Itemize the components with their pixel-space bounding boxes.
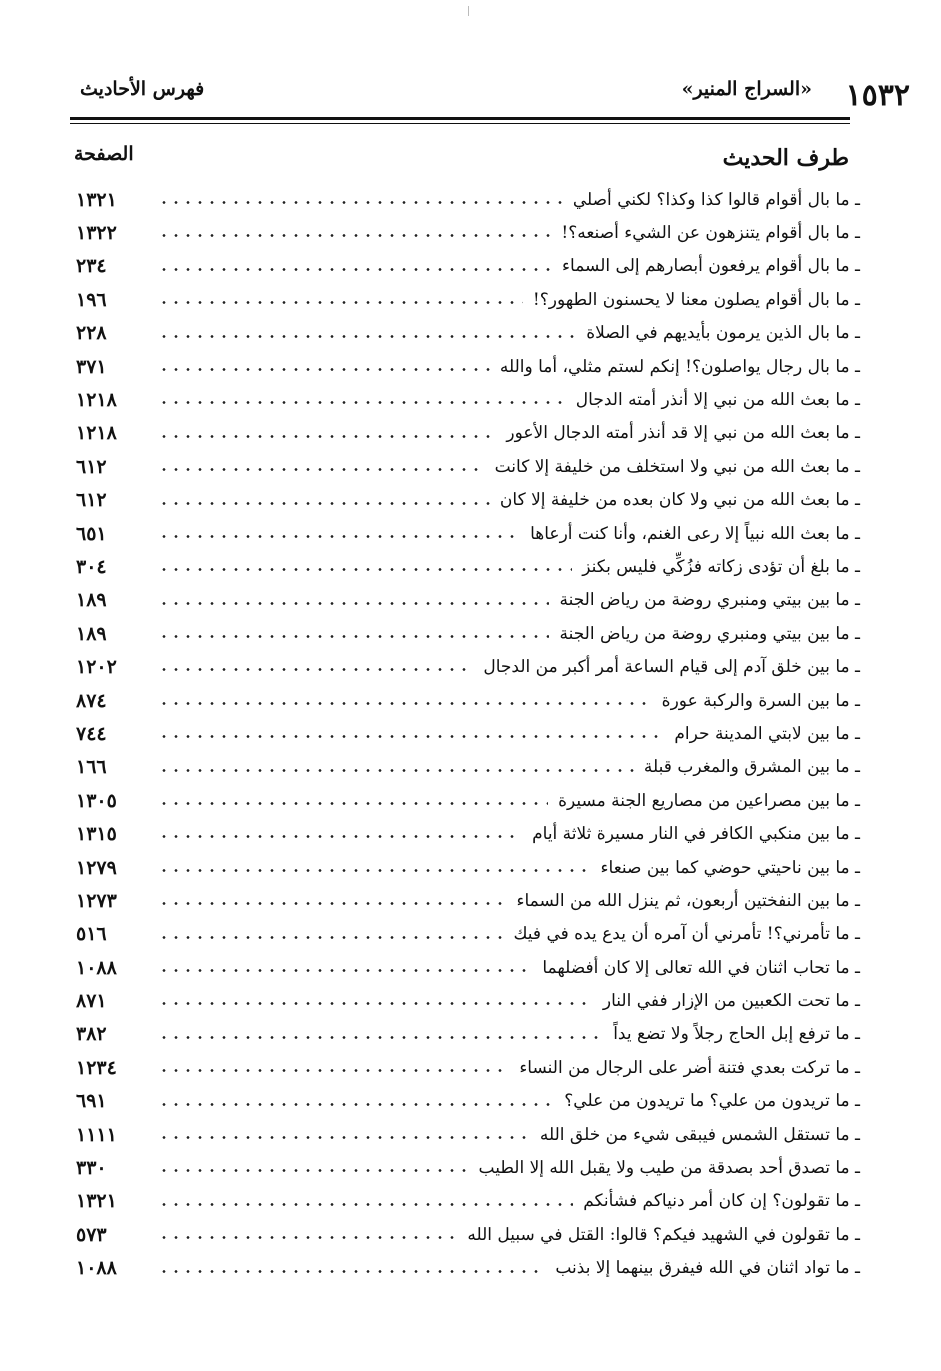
entry-hadith-text: ـ ما بعث الله من نبي إلا أنذر أمته الدجال <box>575 390 860 411</box>
dot-leader <box>158 1018 603 1051</box>
entry-page-number: ٣٠٤ <box>76 555 107 578</box>
entry-hadith-text: ـ ما بين النفختين أربعون، ثم ينزل الله من السماء <box>516 890 860 911</box>
dot-leader <box>158 717 664 750</box>
page-number: ١٥٣٢ <box>845 78 910 113</box>
column-heading-page: الصفحة <box>74 143 134 165</box>
entry-hadith-text: ـ ما بين السرة والركبة عورة <box>661 690 860 711</box>
entry-page-number: ١٨٩ <box>76 589 107 612</box>
entry-hadith-text: ـ ما بال أقوام يصلون معنا لا يحسنون الطهور؟! <box>532 289 860 310</box>
dot-leader <box>158 650 473 683</box>
dot-leader <box>158 383 566 416</box>
entry-hadith-text: ـ ما بين لابتي المدينة حرام <box>674 723 860 744</box>
header-rule-thin <box>70 123 850 124</box>
dot-leader <box>158 1252 545 1285</box>
index-entry <box>70 650 860 683</box>
index-entry <box>70 817 860 850</box>
entry-page-number: ١٣٢١ <box>76 1190 117 1213</box>
entry-hadith-text: ـ ما تريدون من علي؟ ما تريدون من علي؟ <box>564 1091 860 1112</box>
entry-page-number: ٥٧٣ <box>76 1223 107 1246</box>
index-entry <box>70 617 860 650</box>
entry-hadith-text: ـ ما بال رجال يواصلون؟! إنكم لستم مثلي، أما والله <box>499 356 860 377</box>
entry-hadith-text: ـ ما تصدق أحد بصدقة من طيب ولا يقبل الله إلا الطيب <box>478 1158 860 1179</box>
column-heading-hadith: طرف الحديث <box>722 145 849 171</box>
dot-leader <box>158 1151 469 1184</box>
entry-hadith-text: ـ ما تحت الكعبين من الإزار ففي النار <box>602 991 860 1012</box>
entry-page-number: ٥١٦ <box>76 923 107 946</box>
index-entry <box>70 751 860 784</box>
entry-page-number: ٨٧١ <box>76 990 107 1013</box>
index-entry <box>70 918 860 951</box>
entry-page-number: ١٠٨٨ <box>76 956 117 979</box>
index-entry <box>70 383 860 416</box>
entry-page-number: ١٨٩ <box>76 622 107 645</box>
dot-leader <box>158 918 503 951</box>
entry-hadith-text: ـ ما بعث الله من نبي ولا كان بعده من خليفة إلا كان <box>499 490 860 511</box>
dot-leader <box>158 450 485 483</box>
entry-hadith-text: ـ ما تأمرني؟! تأمرني أن آمره أن يدع يده في فيك <box>513 924 860 945</box>
book-title: «السراج المنير» <box>681 78 812 100</box>
dot-leader <box>158 250 552 283</box>
entry-page-number: ١٣٢٢ <box>76 222 117 245</box>
index-entry <box>70 183 860 216</box>
entry-hadith-text: ـ ما تقولون في الشهيد فيكم؟ قالوا: القتل في سبيل الله <box>467 1224 860 1245</box>
entry-page-number: ١٩٦ <box>76 288 107 311</box>
dot-leader <box>158 1185 573 1218</box>
index-entry <box>70 884 860 917</box>
entry-page-number: ٦١٢ <box>76 489 107 512</box>
dot-leader <box>158 951 532 984</box>
entry-hadith-text: ـ ما تركت بعدي فتنة أضر على الرجال من النساء <box>519 1057 860 1078</box>
entry-hadith-text: ـ ما بين منكبي الكافر في النار مسيرة ثلاثة أيام <box>532 824 860 845</box>
entry-page-number: ١٠٨٨ <box>76 1257 117 1280</box>
index-entry <box>70 984 860 1017</box>
entry-hadith-text: ـ ما بال أقوام قالوا كذا وكذا؟ لكني أصلي <box>572 189 860 210</box>
entry-page-number: ٣٨٢ <box>76 1023 107 1046</box>
entry-page-number: ١٢٠٢ <box>76 656 117 679</box>
page-header <box>70 72 910 112</box>
index-entry <box>70 283 860 316</box>
entry-page-number: ١٢١٨ <box>76 389 117 412</box>
index-entry <box>70 1085 860 1118</box>
entry-hadith-text: ـ ما بين ناحيتي حوضي كما بين صنعاء <box>600 857 860 878</box>
dot-leader <box>158 784 548 817</box>
index-title: فهرس الأحاديث <box>80 78 205 100</box>
index-entry <box>70 417 860 450</box>
index-entry <box>70 1118 860 1151</box>
index-entry <box>70 684 860 717</box>
index-entry <box>70 717 860 750</box>
dot-leader <box>158 984 593 1017</box>
entry-hadith-text: ـ ما بال أقوام يتنزهون عن الشيء أصنعه؟! <box>561 223 860 244</box>
index-entry <box>70 350 860 383</box>
entry-hadith-text: ـ ما بين المشرق والمغرب قبلة <box>643 757 860 778</box>
entry-page-number: ٢٣٤ <box>76 255 107 278</box>
entry-hadith-text: ـ ما بين بيتي ومنبري روضة من رياض الجنة <box>559 623 860 644</box>
entry-hadith-text: ـ ما بين مصراعين من مصاريع الجنة مسيرة <box>558 790 860 811</box>
index-entry <box>70 951 860 984</box>
dot-leader <box>158 584 549 617</box>
index-entry <box>70 450 860 483</box>
entry-page-number: ١٢٣٤ <box>76 1056 117 1079</box>
dot-leader <box>158 851 591 884</box>
entry-page-number: ١٢٧٩ <box>76 856 117 879</box>
index-entry <box>70 1051 860 1084</box>
dot-leader <box>158 1051 509 1084</box>
entry-hadith-text: ـ ما بلغ أن تؤدى زكاته فزُكِّي فليس بكنز <box>582 556 860 577</box>
entry-hadith-text: ـ ما بال أقوام يرفعون أبصارهم إلى السماء <box>562 256 860 277</box>
entry-hadith-text: ـ ما بين خلق آدم إلى قيام الساعة أمر أكبر من الدجال <box>483 657 860 678</box>
entry-page-number: ٣٧١ <box>76 355 107 378</box>
entry-page-number: ٨٧٤ <box>76 689 107 712</box>
dot-leader <box>158 350 490 383</box>
entry-hadith-text: ـ ما تستقل الشمس فيبقى شيء من خلق الله <box>539 1124 860 1145</box>
index-entry <box>70 1218 860 1251</box>
dot-leader <box>158 484 490 517</box>
index-entry <box>70 1252 860 1285</box>
dot-leader <box>158 1118 530 1151</box>
index-entry <box>70 851 860 884</box>
index-entry <box>70 584 860 617</box>
entry-page-number: ١٣٠٥ <box>76 789 117 812</box>
entry-page-number: ١١١١ <box>76 1123 117 1146</box>
index-entry <box>70 1185 860 1218</box>
dot-leader <box>158 617 549 650</box>
crop-mark <box>468 6 469 16</box>
entry-hadith-text: ـ ما بعث الله نبياً إلا رعى الغنم، وأنا كنت أرعاها <box>530 523 860 544</box>
index-entry <box>70 517 860 550</box>
index-entry <box>70 1151 860 1184</box>
entry-page-number: ١٣١٥ <box>76 823 117 846</box>
entry-page-number: ٧٤٤ <box>76 722 107 745</box>
entry-hadith-text: ـ ما ترفع إبل الحاج رجلاً ولا تضع يداً <box>613 1024 860 1045</box>
index-entry <box>70 1018 860 1051</box>
entry-hadith-text: ـ ما بعث الله من نبي إلا قد أنذر أمته الدجال الأعور <box>506 423 860 444</box>
entry-page-number: ١٢١٨ <box>76 422 117 445</box>
dot-leader <box>158 183 563 216</box>
index-entry <box>70 484 860 517</box>
index-entry <box>70 784 860 817</box>
dot-leader <box>158 517 520 550</box>
entry-page-number: ٢٢٨ <box>76 322 107 345</box>
index-entry <box>70 216 860 249</box>
index-entry <box>70 250 860 283</box>
entry-page-number: ٦١٢ <box>76 455 107 478</box>
dot-leader <box>158 283 523 316</box>
header-rule-thick <box>70 117 850 120</box>
dot-leader <box>158 884 506 917</box>
hadith-index-list <box>70 183 860 1285</box>
entry-page-number: ٣٣٠ <box>76 1157 107 1180</box>
dot-leader <box>158 417 496 450</box>
dot-leader <box>158 684 652 717</box>
dot-leader <box>158 317 576 350</box>
dot-leader <box>158 817 522 850</box>
entry-hadith-text: ـ ما تقولون؟ إن كان أمر دنياكم فشأنكم <box>583 1191 860 1212</box>
dot-leader <box>158 1085 554 1118</box>
dot-leader <box>158 1218 457 1251</box>
index-entry <box>70 550 860 583</box>
entry-page-number: ٦٩١ <box>76 1090 107 1113</box>
entry-page-number: ٦٥١ <box>76 522 107 545</box>
entry-hadith-text: ـ ما تواد اثنان في الله فيفرق بينهما إلا بذنب <box>555 1258 860 1279</box>
dot-leader <box>158 550 572 583</box>
entry-hadith-text: ـ ما بين بيتي ومنبري روضة من رياض الجنة <box>559 590 860 611</box>
dot-leader <box>158 216 551 249</box>
entry-hadith-text: ـ ما تحاب اثنان في الله تعالى إلا كان أفضلهما <box>542 957 860 978</box>
dot-leader <box>158 751 634 784</box>
entry-hadith-text: ـ ما بال الذين يرمون بأيديهم في الصلاة <box>586 323 860 344</box>
entry-page-number: ١٣٢١ <box>76 188 117 211</box>
entry-page-number: ١٦٦ <box>76 756 107 779</box>
index-entry <box>70 317 860 350</box>
entry-page-number: ١٢٧٣ <box>76 889 117 912</box>
entry-hadith-text: ـ ما بعث الله من نبي ولا استخلف من خليفة إلا كانت <box>494 456 860 477</box>
